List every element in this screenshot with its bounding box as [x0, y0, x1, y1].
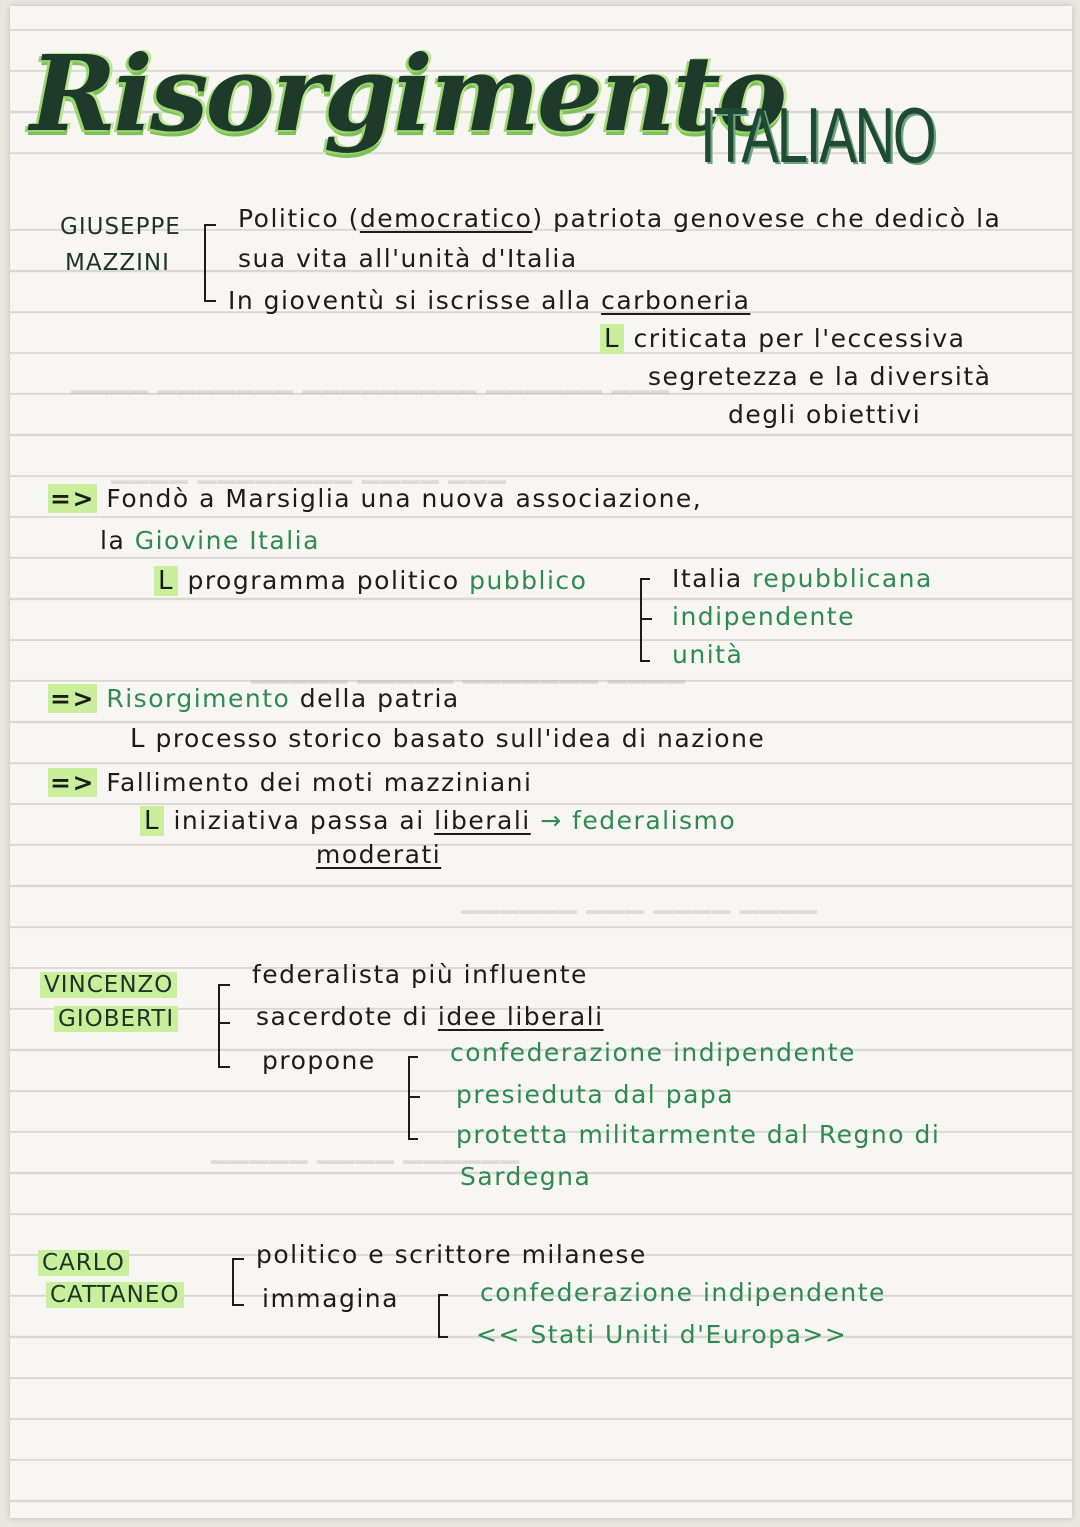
giovine-bracket [640, 578, 650, 662]
programma-item: unità [672, 640, 744, 669]
bracket-tick [410, 1096, 420, 1098]
gioberti-first-name: VINCENZO [40, 972, 177, 998]
gioberti-proposal-item: confederazione indipendente [450, 1038, 856, 1067]
risorgimento-sub: L processo storico basato sull'idea di nazione [130, 724, 766, 754]
mazzini-line-1: Politico (democratico) patriota genovese che dedicò la [238, 204, 1002, 233]
gioberti-line-1: federalista più influente [252, 960, 588, 989]
mazzini-first-name: GIUSEPPE [60, 214, 181, 240]
cattaneo-vision-item: << Stati Uniti d'Europa>> [476, 1320, 848, 1349]
fallimento-sub: L iniziativa passa ai liberali → federalismo [140, 806, 736, 836]
bleed-through-marks: ▁▁▁ ▁▁▁▁▁▁ ▁▁▁▁▁▁▁▁▁ ▁▁▁▁▁▁▁ ▁▁▁▁ [70, 366, 669, 394]
bracket-tick [642, 618, 652, 620]
bleed-through-marks: ▁▁▁ ▁▁▁▁ ▁▁▁▁▁▁▁▁ ▁▁▁▁ [110, 456, 506, 484]
mazzini-sub-1: L criticata per l'eccessiva [600, 324, 965, 354]
giovine-line-1: => Fondò a Marsiglia una nuova associazione, [50, 484, 703, 513]
bleed-through-marks: ▁▁▁▁▁▁ ▁▁▁▁ ▁▁▁▁▁ [210, 1136, 520, 1164]
title-block: ITALIANO [700, 91, 935, 179]
programma-item: Italia repubblicana [672, 564, 933, 593]
cattaneo-bracket [232, 1258, 244, 1306]
gioberti-proposal-item: presieduta dal papa [456, 1080, 735, 1109]
cattaneo-first-name: CARLO [38, 1250, 129, 1276]
mazzini-line-3: In gioventù si iscrisse alla carboneria [228, 286, 751, 315]
moderati-label: moderati [316, 840, 442, 869]
giovine-line-2: la Giovine Italia [100, 526, 320, 555]
gioberti-proposal-item: Sardegna [460, 1162, 592, 1191]
gioberti-sub-bracket [408, 1056, 418, 1140]
mazzini-sub-2: segretezza e la diversità [648, 362, 992, 391]
gioberti-bracket [218, 984, 230, 1068]
risorgimento-line: => Risorgimento della patria [50, 684, 460, 713]
title-script: Risorgimento [30, 32, 785, 155]
mazzini-bracket [204, 224, 216, 302]
gioberti-line-2: sacerdote di idee liberali [256, 1002, 604, 1031]
cattaneo-line-2: immagina [262, 1284, 399, 1313]
cattaneo-sub-bracket [438, 1294, 448, 1338]
cattaneo-last-name: CATTANEO [46, 1282, 184, 1308]
mazzini-last-name: MAZZINI [65, 250, 170, 276]
gioberti-line-3: propone [262, 1046, 376, 1075]
cattaneo-vision-item: confederazione indipendente [480, 1278, 886, 1307]
bleed-through-marks: ▁▁▁▁ ▁▁▁▁ ▁▁▁ ▁▁▁▁▁▁ [460, 886, 817, 914]
cattaneo-line-1: politico e scrittore milanese [256, 1240, 647, 1269]
fallimento-line: => Fallimento dei moti mazziniani [50, 768, 533, 797]
mazzini-sub-3: degli obiettivi [728, 400, 922, 429]
mazzini-line-2: sua vita all'unità d'Italia [238, 244, 578, 273]
bracket-tick [220, 1022, 230, 1024]
gioberti-last-name: GIOBERTI [54, 1006, 178, 1032]
notebook-page [10, 6, 1072, 1518]
giovine-programma: L programma politico pubblico [154, 566, 587, 596]
bleed-through-marks: ▁▁▁▁ ▁▁▁▁▁▁▁ ▁▁▁▁▁ ▁▁▁▁▁ [250, 656, 685, 684]
gioberti-proposal-item: protetta militarmente dal Regno di [456, 1120, 941, 1149]
programma-item: indipendente [672, 602, 855, 631]
